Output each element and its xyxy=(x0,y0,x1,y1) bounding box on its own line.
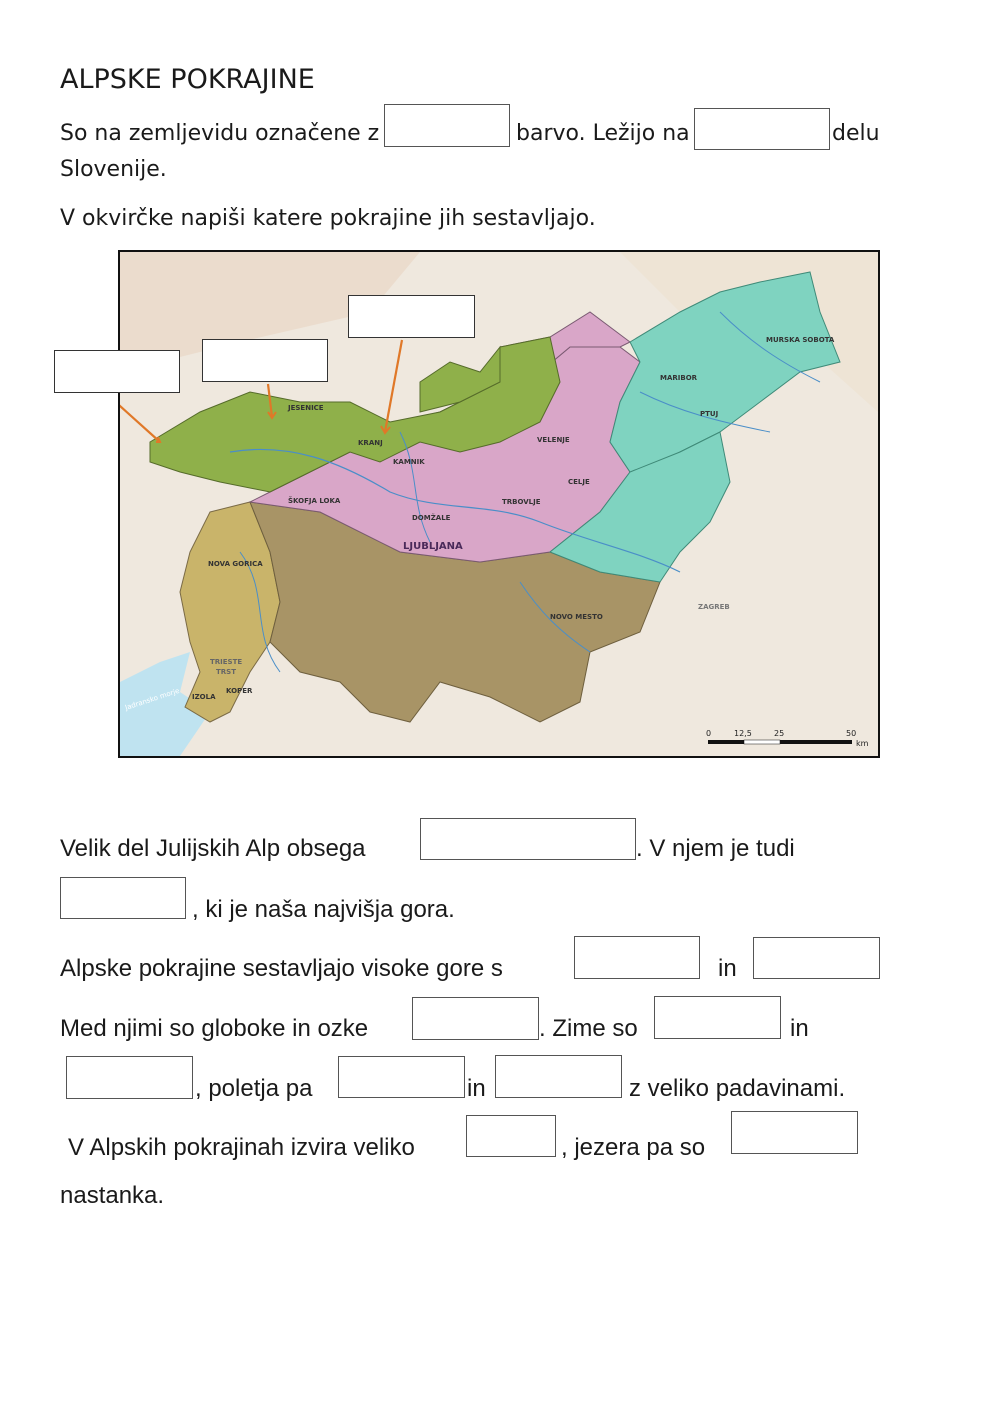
city-trbovlje: TRBOVLJE xyxy=(502,498,541,506)
region-label-box-3[interactable] xyxy=(348,295,475,338)
city-trst: TRST xyxy=(216,668,236,676)
answer-highest-mountain[interactable] xyxy=(60,877,186,919)
map-graphic xyxy=(120,252,878,756)
city-murska-sobota: MURSKA SOBOTA xyxy=(766,336,835,344)
sentence-4c: in xyxy=(790,1015,809,1042)
answer-rivers[interactable] xyxy=(466,1115,556,1157)
answer-julian-alps[interactable] xyxy=(420,818,636,860)
color-input[interactable] xyxy=(384,104,510,147)
scale-50: 50 xyxy=(846,729,857,738)
sentence-3b: in xyxy=(718,955,737,982)
sentence-4b: . Zime so xyxy=(539,1015,638,1042)
answer-summer-1[interactable] xyxy=(338,1056,465,1098)
instruction-text: V okvirčke napiši katere pokrajine jih sestavljajo. xyxy=(60,206,596,231)
intro-text-2: barvo. Ležijo na xyxy=(516,121,690,146)
sentence-3a: Alpske pokrajine sestavljajo visoke gore s xyxy=(60,955,503,982)
scale-0: 0 xyxy=(706,729,712,738)
city-jesenice: JESENICE xyxy=(288,404,324,412)
region-label-box-2[interactable] xyxy=(202,339,328,382)
region-part-input[interactable] xyxy=(694,108,830,150)
answer-lake-origin[interactable] xyxy=(731,1111,858,1154)
city-ptuj: PTUJ xyxy=(700,410,719,418)
city-ljubljana: LJUBLJANA xyxy=(403,541,463,552)
sentence-5b: in xyxy=(467,1075,486,1102)
sentence-5a: , poletja pa xyxy=(195,1075,313,1102)
region-label-box-1[interactable] xyxy=(54,350,180,393)
city-kranj: KRANJ xyxy=(358,439,383,447)
sentence-6b: , jezera pa so xyxy=(561,1134,706,1161)
intro-text-3: delu xyxy=(832,121,880,146)
city-celje: CELJE xyxy=(568,478,590,486)
scale-12-5: 12,5 xyxy=(734,729,752,738)
answer-summer-2[interactable] xyxy=(495,1055,622,1098)
sentence-7: nastanka. xyxy=(60,1182,165,1209)
answer-winter-2[interactable] xyxy=(66,1056,193,1099)
city-velenje: VELENJE xyxy=(537,436,570,444)
answer-mountains-1[interactable] xyxy=(574,936,700,979)
city-izola: IZOLA xyxy=(192,693,216,701)
city-kamnik: KAMNIK xyxy=(393,458,425,466)
city-nova-gorica: NOVA GORICA xyxy=(208,560,263,568)
slovenia-map xyxy=(118,250,880,758)
intro-text-1: So na zemljevidu označene z xyxy=(60,121,380,146)
sentence-1b: . V njem je tudi xyxy=(636,835,795,862)
sentence-1a: Velik del Julijskih Alp obsega xyxy=(60,835,366,862)
city-zagreb: ZAGREB xyxy=(698,603,730,611)
scale-unit: km xyxy=(856,739,869,748)
city-koper: KOPER xyxy=(226,687,253,695)
city-domzale: DOMŽALE xyxy=(412,514,451,522)
sea-label: Jadransko morje xyxy=(124,686,181,712)
city-novo-mesto: NOVO MESTO xyxy=(550,613,603,621)
answer-mountains-2[interactable] xyxy=(753,937,880,979)
city-maribor: MARIBOR xyxy=(660,374,698,382)
sentence-4a: Med njimi so globoke in ozke xyxy=(60,1015,369,1042)
sentence-6a: V Alpskih pokrajinah izvira veliko xyxy=(68,1134,415,1161)
page-title: ALPSKE POKRAJINE xyxy=(60,64,315,95)
intro-text-4: Slovenije. xyxy=(60,157,167,182)
sentence-2: , ki je naša najvišja gora. xyxy=(192,896,455,923)
city-trieste: TRIESTE xyxy=(210,658,243,666)
city-skofja-loka: ŠKOFJA LOKA xyxy=(288,497,341,505)
sentence-5c: z veliko padavinami. xyxy=(629,1075,846,1102)
scale-25: 25 xyxy=(774,729,785,738)
answer-winter-1[interactable] xyxy=(654,996,781,1039)
answer-valleys[interactable] xyxy=(412,997,539,1040)
